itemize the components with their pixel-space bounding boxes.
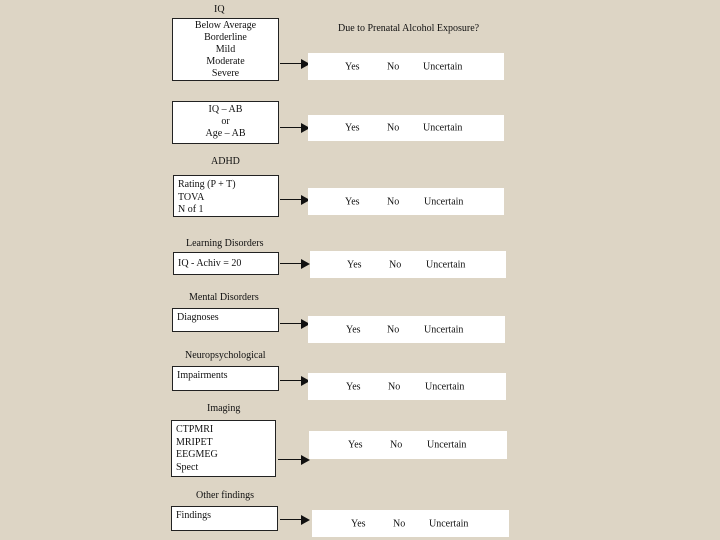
heading-adhd: ADHD — [211, 156, 240, 167]
heading-mental-disorders: Mental Disorders — [189, 292, 259, 303]
answer-yes[interactable]: Yes — [347, 259, 362, 270]
box-line: Severe — [211, 68, 240, 79]
box-other-findings — [171, 506, 278, 531]
box-line: MRIPET — [176, 436, 213, 448]
arrow-right-icon — [278, 454, 310, 466]
answer-uncertain[interactable]: Uncertain — [425, 381, 465, 392]
answer-yes[interactable]: Yes — [345, 196, 360, 207]
arrow-right-icon — [280, 258, 310, 270]
answer-row-iq-levels — [308, 53, 504, 80]
box-line: Borderline — [204, 32, 247, 43]
answer-no[interactable]: No — [388, 381, 401, 392]
box-line: or — [221, 116, 230, 127]
answer-uncertain[interactable]: Uncertain — [424, 196, 464, 207]
answer-yes[interactable]: Yes — [346, 381, 361, 392]
answer-no[interactable]: No — [390, 439, 403, 451]
arrow-right-icon — [280, 122, 310, 134]
answer-yes[interactable]: Yes — [346, 324, 361, 335]
box-line: Rating (P + T) — [178, 179, 236, 190]
box-line: Findings — [176, 510, 212, 521]
heading-imaging: Imaging — [207, 403, 241, 414]
box-line: EEGMEG — [176, 449, 218, 460]
heading-neuropsychological: Neuropsychological — [185, 350, 266, 361]
box-iq-age — [172, 101, 279, 144]
answer-row-adhd — [308, 188, 504, 215]
box-line: Below Average — [194, 20, 257, 31]
question-header: Due to Prenatal Alcohol Exposure? — [338, 23, 480, 34]
answer-no[interactable]: No — [387, 196, 400, 207]
box-mental-disorders — [172, 308, 279, 332]
answer-no[interactable]: No — [387, 122, 400, 134]
answer-uncertain[interactable]: Uncertain — [424, 324, 464, 335]
box-imaging — [171, 420, 276, 477]
box-line: IQ – AB — [208, 104, 243, 115]
arrow-right-icon — [280, 318, 310, 330]
answer-uncertain[interactable]: Uncertain — [426, 259, 466, 270]
answer-yes[interactable]: Yes — [345, 122, 360, 134]
box-neuropsychological — [172, 366, 279, 391]
heading-learning-disorders: Learning Disorders — [186, 238, 264, 249]
answer-yes[interactable]: Yes — [348, 439, 363, 451]
answer-no[interactable]: No — [393, 518, 406, 529]
box-line: Moderate — [206, 56, 245, 67]
answer-row-neuropsychological — [308, 373, 506, 400]
answer-uncertain[interactable]: Uncertain — [423, 61, 463, 72]
answer-row-imaging — [309, 431, 507, 459]
box-line: Mild — [215, 44, 236, 55]
answer-uncertain[interactable]: Uncertain — [423, 122, 463, 134]
box-adhd — [173, 175, 279, 217]
box-iq-levels — [172, 18, 279, 81]
box-line: Age – AB — [205, 128, 246, 139]
answer-yes[interactable]: Yes — [351, 518, 366, 529]
answer-uncertain[interactable]: Uncertain — [427, 439, 467, 451]
box-line: N of 1 — [178, 204, 204, 215]
answer-no[interactable]: No — [387, 61, 400, 72]
answer-row-iq-age — [308, 115, 504, 141]
box-line: TOVA — [178, 191, 205, 203]
answer-uncertain[interactable]: Uncertain — [429, 518, 469, 529]
box-line: Diagnoses — [177, 312, 219, 323]
arrow-right-icon — [280, 58, 310, 70]
box-line: IQ - Achiv = 20 — [178, 258, 242, 269]
box-line: CTPMRI — [176, 424, 214, 435]
arrow-right-icon — [280, 514, 310, 526]
box-learning-disorders — [173, 252, 279, 275]
heading-other-findings: Other findings — [196, 490, 255, 501]
box-line: Impairments — [177, 370, 228, 381]
arrow-right-icon — [280, 194, 310, 206]
heading-iq: IQ — [214, 4, 225, 15]
box-line: Spect — [176, 461, 199, 473]
answer-row-other-findings — [312, 510, 509, 537]
arrow-right-icon — [280, 375, 310, 387]
answer-row-learning-disorders — [310, 251, 506, 278]
answer-no[interactable]: No — [387, 324, 400, 335]
answer-yes[interactable]: Yes — [345, 61, 360, 72]
answer-row-mental-disorders — [308, 316, 505, 343]
answer-no[interactable]: No — [389, 259, 402, 270]
